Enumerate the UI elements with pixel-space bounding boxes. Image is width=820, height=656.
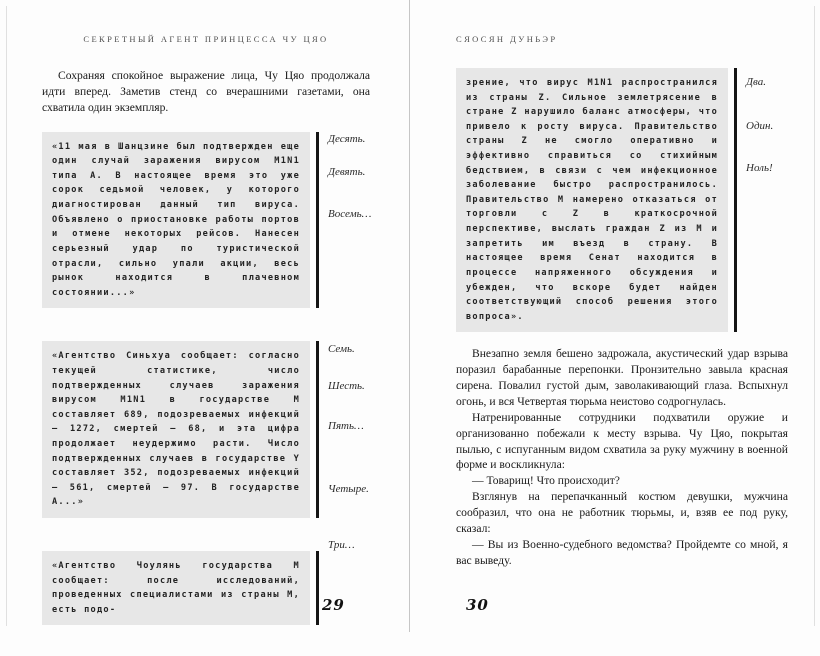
newspaper-quote-row-1 — [42, 132, 396, 309]
left-running-header: СЕКРЕТНЫЙ АГЕНТ ПРИНЦЕССА ЧУ ЦЯО — [83, 34, 329, 44]
margin-notes-4 — [737, 68, 789, 332]
paragraph: Взглянув на перепачканный костюм девушки, мужчина сообразил, что она не работник тюрьмы, и, взяв ее под руку, сказал: — [456, 490, 788, 535]
right-running-header: СЯОСЯН ДУНЬЭР — [456, 34, 558, 44]
newspaper-quote-2: «Агентство Синьхуа сообщает: согласно текущей статистике, число подтвержденных случаев заражения вирусом M1N1 в государстве М составляет 689, подозреваемых инфекций — 1272, смертей — 68, и эта цифра продолжает неудержимо расти. Число подтвержденных случаев в государстве Y составляет 352, подозреваемых инфекций — 561, смертей — 97. В государстве А...» — [42, 341, 310, 518]
margin-note: Ноль! — [746, 162, 773, 175]
dialogue-line: — Товарищ! Что происходит? — [472, 474, 620, 488]
narrative-text — [456, 346, 788, 568]
margin-notes-3 — [319, 539, 391, 625]
newspaper-quote-3: «Агентство Чоулянь государства М сообщает: после исследований, проведенных специалистами из страны М, есть подо- — [42, 551, 310, 625]
margin-note: Восемь… — [328, 208, 372, 220]
newspaper-quote-row-4 — [456, 68, 790, 332]
newspaper-quote-1: «11 мая в Шанцзине был подтвержден еще один случай заражения вирусом M1N1 типа А. В настоящее время это уже сорок седьмой человек, у которого диагностирован данный тип вируса. Объявлено о приостановке работы портов и отмене некоторых рейсов. Нанесен серьезный удар по туристической отрасли, сильно упали акции, весь рынок находится в плачевном состоянии...» — [42, 132, 310, 309]
margin-note: Пять… — [328, 419, 364, 432]
margin-note: Два. — [746, 76, 766, 88]
margin-note: Семь. — [328, 343, 355, 356]
margin-note: Десять. — [328, 132, 366, 145]
intro-paragraph: Сохраняя спокойное выражение лица, Чу Цяо продолжала идти вперед. Заметив стенд со вчерашними газетами, она схватила один экземпляр. — [42, 69, 370, 114]
page-number-29: 29 — [322, 596, 345, 614]
paragraph: Натренированные сотрудники подхватили оружие и организованно побежали к месту взрыва. Чу Цяо, покрытая пылью, с испуганным видом схватила за руку мужчину в военной форме и воскликнула: — [456, 410, 788, 472]
margin-note: Три… — [328, 539, 355, 552]
margin-note: Девять. — [328, 165, 366, 178]
paragraph: Внезапно земля бешено задрожала, акустический удар взрыва поразил барабанные перепонки. Пронзительно завыла красная сирена. Повалил густой дым, заволакивающий глаза. Вспыхнул огонь, и вся Четвертая тюрьма неистово содрогнулась. — [456, 347, 788, 408]
page-right — [410, 0, 820, 656]
newspaper-quote-row-3 — [42, 539, 396, 625]
dialogue-line: — Вы из Военно-судебного ведомства? Пройдемте со мной, я вас выведу. — [456, 537, 788, 567]
margin-note: Четыре. — [328, 482, 369, 495]
margin-notes-1 — [319, 132, 391, 309]
margin-notes-2 — [319, 341, 391, 518]
margin-note: Один. — [746, 120, 774, 133]
margin-note: Шесть. — [328, 379, 365, 392]
newspaper-quote-row-2 — [42, 341, 396, 518]
page-number-30: 30 — [466, 596, 489, 614]
newspaper-quote-4: зрение, что вирус M1N1 распространился из страны Z. Сильное землетрясение в стране Z нарушило баланс атмосферы, что привело к росту вируса. Правительство страны Z не смогло оперативно и эффективно справиться со стихийным бедствием, в связи с чем инфекционное заболевание быстро распространилось. Правительство М намерено отказаться от торговли с Z в краткосрочной перспективе, выслать граждан Z из М и запретить им въезд в страну. В настоящее время Сенат находится в процессе напряженного обсуждения и убежден, что вскоре будет найден соответствующий способ решения этого вопроса». — [456, 68, 728, 332]
